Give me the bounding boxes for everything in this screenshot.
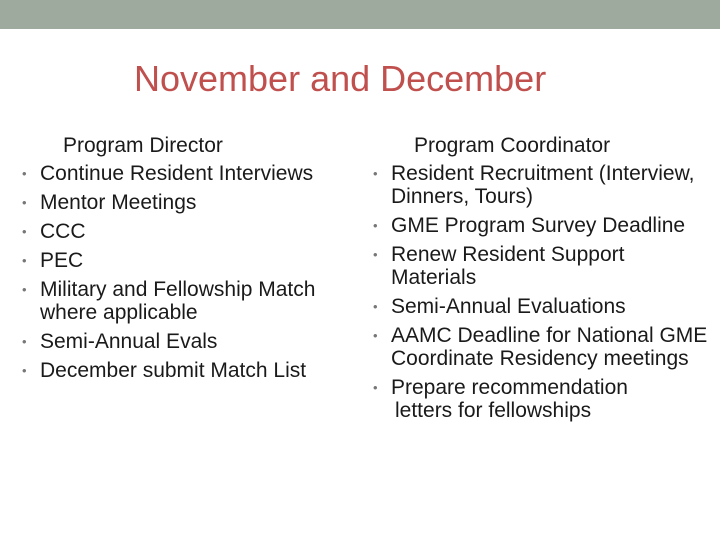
list-item [22,220,332,243]
program-director-column [22,134,332,388]
bullet-icon: • [373,166,378,181]
list-item-continuation: letters for fellowships [395,399,592,422]
list-item-text: Military and Fellowship Match where applicable [40,278,316,324]
bullet-icon: • [22,282,27,297]
list-item [373,376,713,422]
list-item [373,214,713,237]
list-item-text: PEC [40,249,84,272]
bullet-icon: • [22,195,27,210]
bullet-icon: • [373,328,378,343]
bullet-icon: • [22,363,27,378]
list-item-text: Renew Resident Support Materials [391,243,625,289]
bullet-icon: • [373,380,378,395]
bullet-icon: • [22,166,27,181]
bullet-icon: • [22,253,27,268]
list-item-text: GME Program Survey Deadline [391,214,686,237]
list-item [373,324,713,370]
bullet-icon: • [373,218,378,233]
list-item [22,330,332,353]
list-item-text: AAMC Deadline for National GME Coordinate Residency meetings [391,324,708,370]
list-item [373,295,713,318]
list-item [22,162,332,185]
list-item [22,278,332,324]
list-item-text: CCC [40,220,86,243]
top-banner [0,0,720,29]
program-coordinator-heading: Program Coordinator [414,134,611,157]
list-item-text: Prepare recommendation [391,376,628,399]
bullet-icon: • [22,224,27,239]
list-item [22,359,332,382]
list-item [373,162,713,208]
list-item-text: Semi-Annual Evaluations [391,295,626,318]
bullet-icon: • [373,247,378,262]
list-item [22,249,332,272]
bullet-icon: • [373,299,378,314]
list-item-text: Resident Recruitment (Interview, Dinners, Tours) [391,162,695,208]
list-item [22,191,332,214]
program-coordinator-column [373,134,713,428]
list-item-text: Mentor Meetings [40,191,197,214]
program-director-heading: Program Director [63,134,223,157]
list-item-text: December submit Match List [40,359,307,382]
slide-title: November and December [134,58,547,99]
bullet-icon: • [22,334,27,349]
list-item-text: Continue Resident Interviews [40,162,314,185]
list-item-text: Semi-Annual Evals [40,330,218,353]
list-item [373,243,713,289]
